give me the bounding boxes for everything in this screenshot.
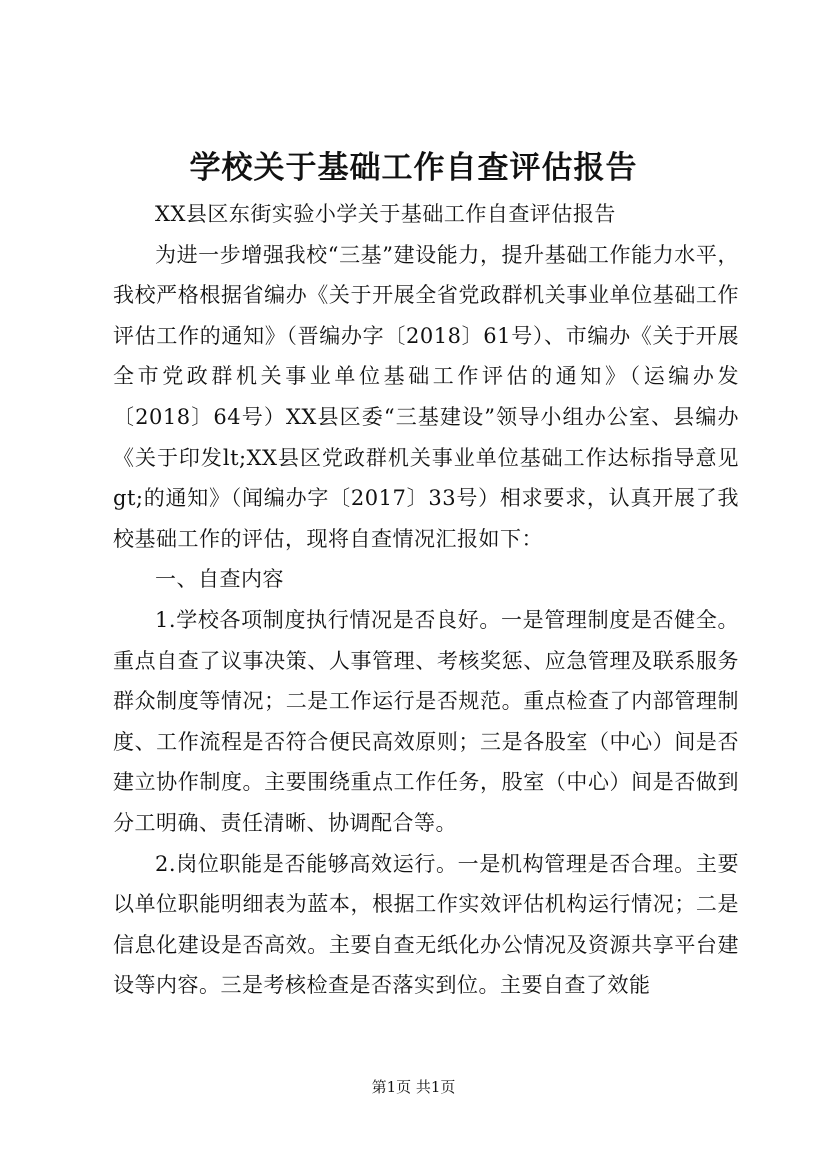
subtitle-paragraph: XX县区东街实验小学关于基础工作自查评估报告	[155, 202, 616, 226]
intro-paragraph: 为进一步增强我校“三基”建设能力，提升基础工作能力水平，我校严格根据省编办《关于开展全省党政群机关事业单位基础工作评估工作的通知》（晋编办字〔2018〕61号）、市编办《关于开展全市党政群机关事业单位基础工作评估的通知》（运编办发〔2018〕64号）XX县区委“三基建设”领导小组办公室、县编办《关于印发lt;XX县区党政群机关事业单位基础工作达标指导意见gt;的通知》（闻编办字〔2017〕33号）相求要求，认真开展了我校基础工作的评估，现将自查情况汇报如下：	[113, 242, 739, 551]
document-title: 学校关于基础工作自查评估报告	[189, 150, 638, 186]
document-body	[113, 194, 739, 1006]
item-1-paragraph: 1.学校各项制度执行情况是否良好。一是管理制度是否健全。重点自查了议事决策、人事管理、考核奖惩、应急管理及联系服务群众制度等情况；二是工作运行是否规范。重点检查了内部管理制度、工作流程是否符合便民高效原则；三是各股室（中心）间是否建立协作制度。主要围绕重点工作任务，股室（中心）间是否做到分工明确、责任清晰、协调配合等。	[113, 607, 739, 835]
page-number-footer: 第1页 共1页	[371, 1078, 456, 1096]
section-heading: 一、自查内容	[155, 567, 284, 592]
item-2-paragraph: 2.岗位职能是否能够高效运行。一是机构管理是否合理。主要以单位职能明细表为蓝本，根据工作实效评估机构运行情况；二是信息化建设是否高效。主要自查无纸化办公情况及资源共享平台建设等内容。三是考核检查是否落实到位。主要自查了效能	[113, 851, 739, 998]
